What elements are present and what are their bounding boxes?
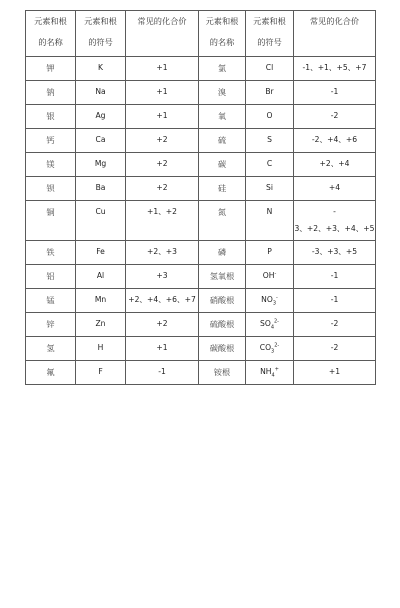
element-name: 氮: [199, 201, 246, 241]
table-row: [26, 289, 376, 313]
table-row: [26, 241, 376, 265]
valence: +1: [126, 337, 199, 361]
valence: +1: [294, 361, 376, 385]
radical-symbol: $NH_4^+$: [246, 361, 294, 385]
valence: +1、+2: [126, 201, 199, 241]
element-symbol: O: [246, 105, 294, 129]
valence: +2、+3: [126, 241, 199, 265]
valence: -1、+1、+5、+7: [294, 57, 376, 81]
element-symbol: Na: [76, 81, 126, 105]
element-name: 碳: [199, 153, 246, 177]
header-element-name: 元素和根 的名称: [26, 11, 76, 57]
table-row: [26, 177, 376, 201]
element-name: 磷: [199, 241, 246, 265]
valence: +1: [126, 81, 199, 105]
table-row: [26, 265, 376, 289]
radical-name: 铵根: [199, 361, 246, 385]
table-header-row: [26, 11, 376, 57]
element-name: 锌: [26, 313, 76, 337]
valence: -1: [294, 81, 376, 105]
valence: -1: [126, 361, 199, 385]
header-valence: 常见的化合价: [294, 11, 376, 57]
valence: +2: [126, 313, 199, 337]
radical-symbol: $SO_4^{2-}$: [246, 313, 294, 337]
valence: -2、+4、+6: [294, 129, 376, 153]
valence: - 3、+2、+3、+4、+5: [294, 201, 376, 241]
element-name: 镁: [26, 153, 76, 177]
radical-name: 硝酸根: [199, 289, 246, 313]
element-name: 钡: [26, 177, 76, 201]
valence: +2: [126, 177, 199, 201]
table-row: [26, 313, 376, 337]
table-row: [26, 361, 376, 385]
radical-symbol: OH-: [246, 265, 294, 289]
element-name: 银: [26, 105, 76, 129]
element-symbol: Fe: [76, 241, 126, 265]
element-symbol: S: [246, 129, 294, 153]
radical-name: 碳酸根: [199, 337, 246, 361]
element-symbol: Zn: [76, 313, 126, 337]
header-element-symbol: 元素和根 的符号: [76, 11, 126, 57]
element-symbol: C: [246, 153, 294, 177]
element-name: 铝: [26, 265, 76, 289]
radical-symbol: $CO_3^{2-}$: [246, 337, 294, 361]
valence: +3: [126, 265, 199, 289]
table-row: [26, 57, 376, 81]
element-name: 钙: [26, 129, 76, 153]
radical-name: 硫酸根: [199, 313, 246, 337]
element-name: 锰: [26, 289, 76, 313]
table-row: [26, 81, 376, 105]
element-symbol: F: [76, 361, 126, 385]
valence: -3、+3、+5: [294, 241, 376, 265]
valence: -2: [294, 105, 376, 129]
element-name: 氟: [26, 361, 76, 385]
valence: +1: [126, 105, 199, 129]
element-symbol: Si: [246, 177, 294, 201]
valence: +2: [126, 153, 199, 177]
header-element-symbol: 元素和根 的符号: [246, 11, 294, 57]
element-symbol: N: [246, 201, 294, 241]
radical-symbol: $NO_3^-$: [246, 289, 294, 313]
valence: +2: [126, 129, 199, 153]
element-symbol: Al: [76, 265, 126, 289]
table-row: [26, 129, 376, 153]
valence: +1: [126, 57, 199, 81]
element-name: 溴: [199, 81, 246, 105]
element-symbol: Mg: [76, 153, 126, 177]
element-name: 硅: [199, 177, 246, 201]
table-row: [26, 105, 376, 129]
header-valence: 常见的化合价: [126, 11, 199, 57]
valence: +2、+4、+6、+7: [126, 289, 199, 313]
valence-table: [25, 10, 376, 385]
element-name: 硫: [199, 129, 246, 153]
element-symbol: Br: [246, 81, 294, 105]
element-symbol: Ag: [76, 105, 126, 129]
element-symbol: Ba: [76, 177, 126, 201]
radical-name: 氢氧根: [199, 265, 246, 289]
element-name: 铜: [26, 201, 76, 241]
element-symbol: H: [76, 337, 126, 361]
valence: -1: [294, 265, 376, 289]
element-symbol: Ca: [76, 129, 126, 153]
table-row: [26, 337, 376, 361]
element-symbol: Cl: [246, 57, 294, 81]
element-symbol: Mn: [76, 289, 126, 313]
table-row: [26, 153, 376, 177]
element-symbol: Cu: [76, 201, 126, 241]
element-name: 钠: [26, 81, 76, 105]
table-row: [26, 201, 376, 241]
element-symbol: P: [246, 241, 294, 265]
valence: -2: [294, 337, 376, 361]
valence: -2: [294, 313, 376, 337]
valence: +4: [294, 177, 376, 201]
element-name: 氯: [199, 57, 246, 81]
element-name: 氢: [26, 337, 76, 361]
element-name: 氧: [199, 105, 246, 129]
element-name: 铁: [26, 241, 76, 265]
element-name: 钾: [26, 57, 76, 81]
valence: -1: [294, 289, 376, 313]
header-element-name: 元素和根 的名称: [199, 11, 246, 57]
valence: +2、+4: [294, 153, 376, 177]
element-symbol: K: [76, 57, 126, 81]
